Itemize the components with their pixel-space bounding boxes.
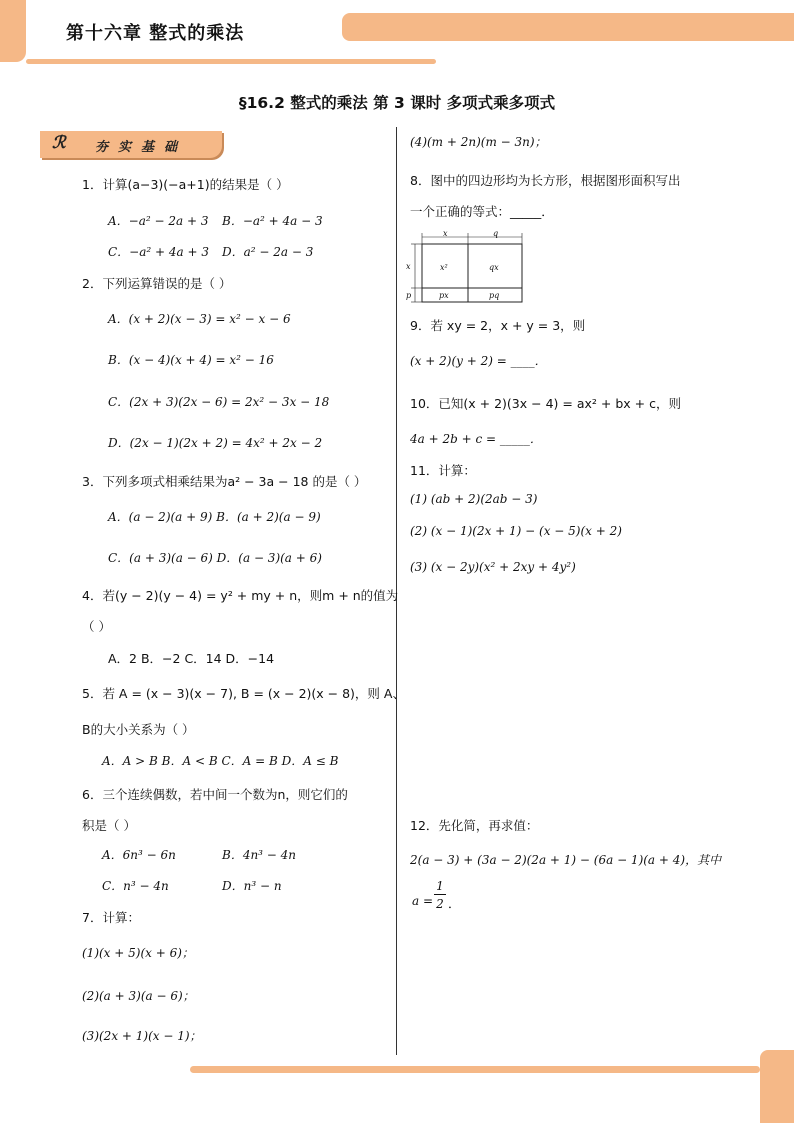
q6-stem: 6．三个连续偶数，若中间一个数为n，则它们的 xyxy=(82,787,348,802)
q3-options-ab: A．(a − 2)(a + 9) B．(a + 2)(a − 9) xyxy=(108,510,321,524)
q10-stem-2: 4a + 2b + c = _____． xyxy=(410,432,542,446)
header-right-bar xyxy=(342,13,794,41)
q5-stem-2: B的大小关系为（ ） xyxy=(82,722,195,737)
q2-option-c: C．(2x + 3)(2x − 6) = 2x² − 3x − 18 xyxy=(108,395,330,409)
diagram-cell-pq: pq xyxy=(489,291,500,300)
rectangle-area-diagram xyxy=(406,230,528,306)
q12-fraction-numerator: 1 xyxy=(434,879,446,895)
diagram-label-top-q: q xyxy=(493,230,499,238)
q1-option-b: B．−a² + 4a − 3 xyxy=(222,214,323,228)
section-title: §16.2 整式的乘法 第 3 课时 多项式乘多项式 xyxy=(238,94,556,112)
q7-part-3: (3)(2x + 1)(x − 1)； xyxy=(82,1029,202,1043)
q5-stem: 5．若 A = (x − 3)(x − 7), B = (x − 2)(x − 8)，则 A、 xyxy=(82,686,405,701)
q1-option-d: D．a² − 2a − 3 xyxy=(222,245,314,259)
q4-stem: 4．若(y − 2)(y − 4) = y² + my + n，则m + n的值为 xyxy=(82,588,399,603)
diagram-cell-px: px xyxy=(439,291,449,300)
q9-stem: 9．若 xy = 2，x + y = 3，则 xyxy=(410,318,586,333)
footer-tab xyxy=(760,1050,794,1123)
q9-stem-2: (x + 2)(y + 2) = ____． xyxy=(410,354,547,368)
diagram-cell-x2: x² xyxy=(440,263,448,272)
q4-options: A．2 B．−2 C．14 D．−14 xyxy=(108,651,275,666)
q7-stem: 7．计算： xyxy=(82,910,140,925)
q5-options: A．A > B B．A < B C．A = B D．A ≤ B xyxy=(102,754,339,768)
q2-stem: 2．下列运算错误的是（ ） xyxy=(82,276,232,291)
q11-part-2: (2) (x − 1)(2x + 1) − (x − 5)(x + 2) xyxy=(410,524,622,538)
q1-stem: 1．计算(a−3)(−a+1)的结果是（ ） xyxy=(82,177,289,192)
q11-part-1: (1) (ab + 2)(2ab − 3) xyxy=(410,492,538,506)
diagram-label-side-p: p xyxy=(406,291,412,300)
q6-stem-2: 积是（ ） xyxy=(82,818,136,833)
q6-option-b: B．4n³ − 4n xyxy=(222,848,297,862)
q12-expression: 2(a − 3) + (3a − 2)(2a + 1) − (6a − 1)(a + 4)，其中 xyxy=(410,853,722,867)
q1-option-c: C．−a² + 4a + 3 xyxy=(108,245,209,259)
q2-option-d: D．(2x − 1)(2x + 2) = 4x² + 2x − 2 xyxy=(108,436,323,450)
q2-option-b: B．(x − 4)(x + 4) = x² − 16 xyxy=(108,353,274,367)
q3-stem: 3．下列多项式相乘结果为a² − 3a − 18 的是（ ） xyxy=(82,474,367,489)
section-tab-basic xyxy=(40,131,222,158)
q7-part-4: (4)(m + 2n)(m − 3n)； xyxy=(410,135,547,149)
q6-option-d: D．n³ − n xyxy=(222,879,282,893)
chapter-title: 第十六章 整式的乘法 xyxy=(66,23,245,44)
q12-fraction-denominator: 2 xyxy=(436,897,444,911)
q11-part-3: (3) (x − 2y)(x² + 2xy + 4y²) xyxy=(410,560,576,574)
q12-condition-suffix: ． xyxy=(448,896,461,911)
q8-stem-2: 一个正确的等式：_____． xyxy=(410,204,554,219)
q6-option-a: A．6n³ − 6n xyxy=(102,848,176,862)
q1-option-a: A．−a² − 2a + 3 xyxy=(108,214,209,228)
diagram-cell-qx: qx xyxy=(489,263,499,272)
q12-stem: 12．先化简，再求值： xyxy=(410,818,539,833)
q7-part-1: (1)(x + 5)(x + 6)； xyxy=(82,946,194,960)
diagram-label-top-x: x xyxy=(443,230,448,238)
q6-option-c: C．n³ − 4n xyxy=(102,879,169,893)
diagram-label-side-x: x xyxy=(406,262,411,271)
footer-bar xyxy=(190,1066,760,1073)
header-left-bar xyxy=(0,0,26,62)
q8-stem: 8．图中的四边形均为长方形，根据图形面积写出 xyxy=(410,173,681,188)
q2-option-a: A．(x + 2)(x − 3) = x² − x − 6 xyxy=(108,312,291,326)
q3-options-cd: C．(a + 3)(a − 6) D．(a − 3)(a + 6) xyxy=(108,551,322,565)
section-tab-label: 夯实基础 xyxy=(95,140,188,155)
q10-stem: 10．已知(x + 2)(3x − 4) = ax² + bx + c，则 xyxy=(410,396,681,411)
q12-condition-prefix: a = xyxy=(412,894,434,908)
q7-part-2: (2)(a + 3)(a − 6)； xyxy=(82,989,195,1003)
q4-stem-2: （ ） xyxy=(82,619,111,634)
header-underline xyxy=(26,59,436,64)
section-tab-icon: ℛ xyxy=(52,133,66,153)
q11-stem: 11．计算： xyxy=(410,463,476,478)
